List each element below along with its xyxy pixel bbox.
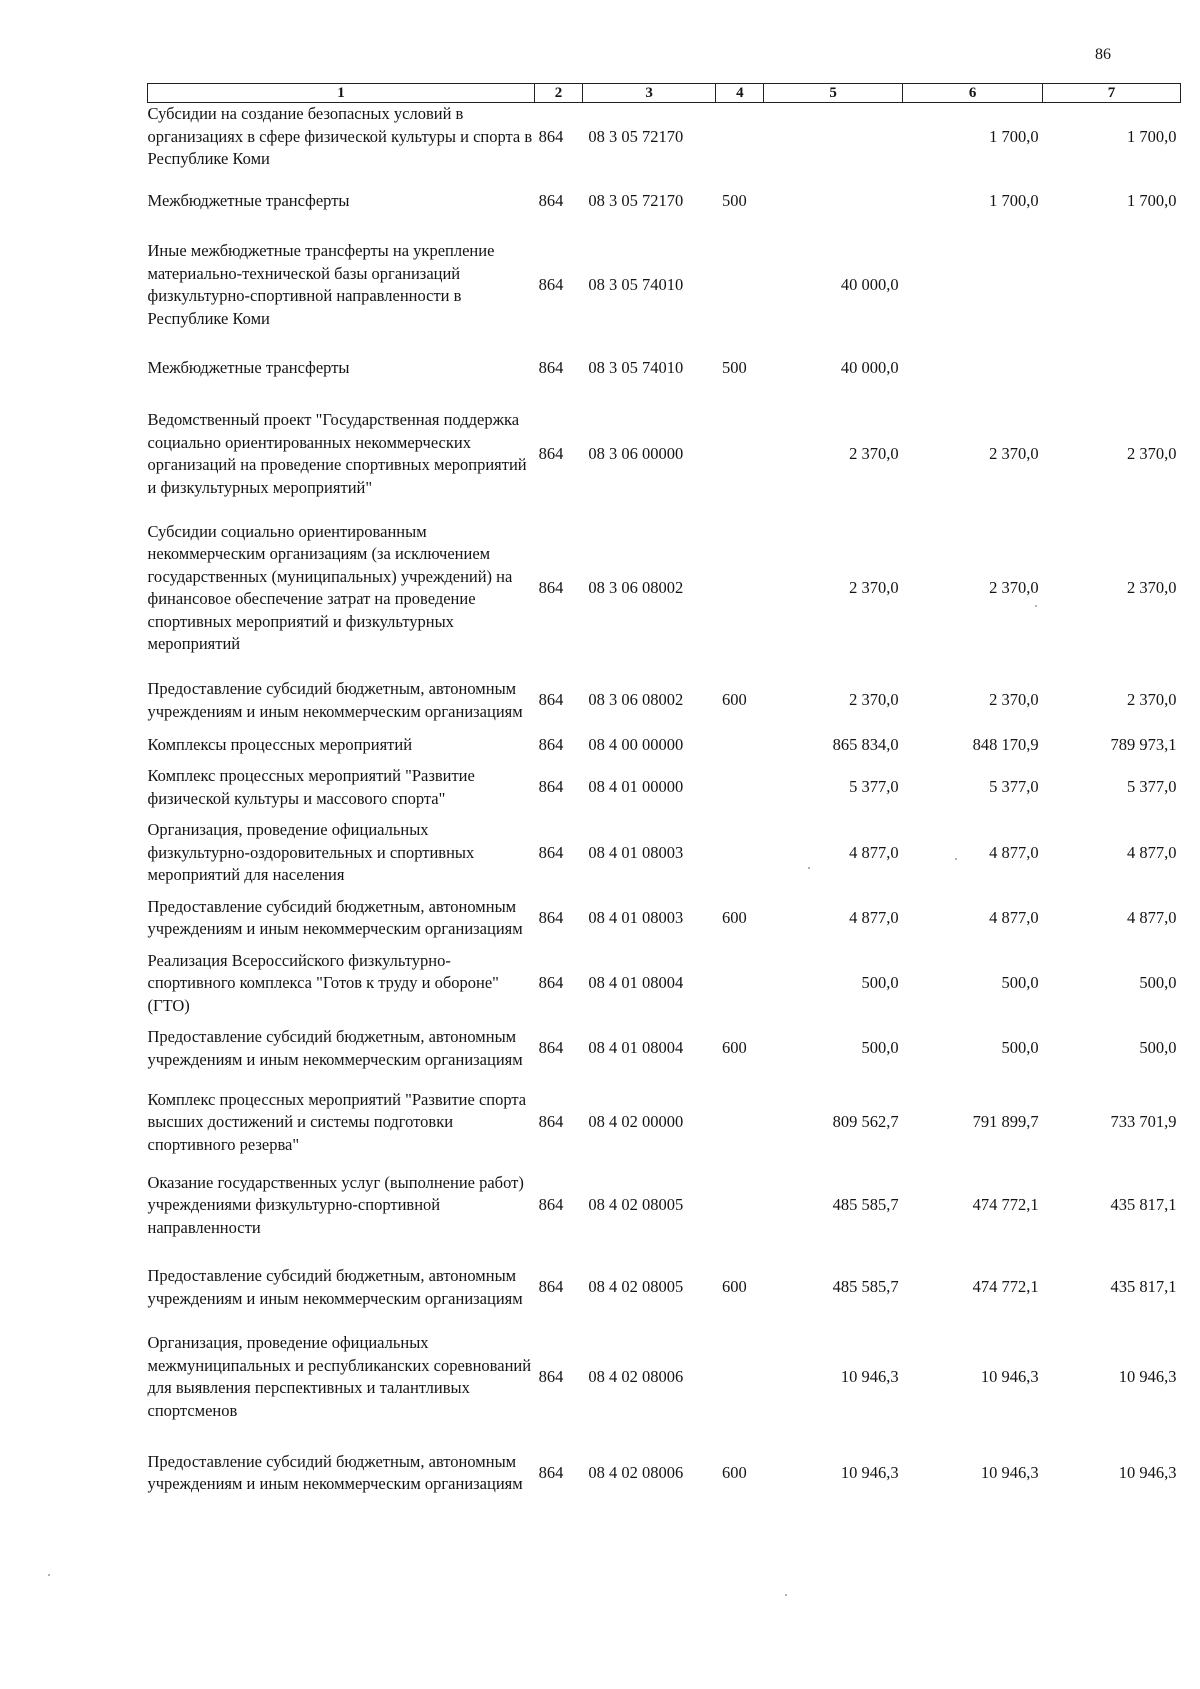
- row-value-col5: 2 370,0: [849, 443, 899, 463]
- row-value-col6: 2 370,0: [989, 690, 1039, 710]
- column-header: 6: [903, 84, 1043, 103]
- budget-table: [147, 83, 1181, 1521]
- row-value-col5: 809 562,7: [832, 1112, 899, 1132]
- row-value-col6: 791 899,7: [972, 1112, 1039, 1132]
- row-name: Комплексы процессных мероприятий: [147, 734, 413, 754]
- row-code: 864: [538, 973, 564, 992]
- row-target-code: 08 4 02 00000: [588, 1112, 684, 1132]
- row-value-col6: 5 377,0: [989, 777, 1039, 797]
- row-value-col5: 485 585,7: [832, 1277, 899, 1297]
- row-expense-type: [716, 400, 764, 509]
- row-target-code: 08 3 05 74010: [588, 358, 684, 378]
- row-expense-type: [716, 233, 764, 338]
- row-value-col6: 500,0: [1001, 973, 1039, 992]
- row-value-col7: 500,0: [1139, 973, 1177, 992]
- column-header: 3: [582, 84, 716, 103]
- table-row: [148, 171, 1181, 233]
- table-row: [148, 103, 1181, 171]
- row-value-col7: 435 817,1: [1110, 1195, 1177, 1215]
- table-row: [148, 950, 1181, 1018]
- row-value-col5: 2 370,0: [849, 690, 899, 710]
- row-value-col5: 485 585,7: [832, 1195, 899, 1215]
- row-name: Иные межбюджетные трансферты на укрепление материально-технической базы организаций физкультурно-спортивной направленности в Республике Коми: [147, 241, 495, 328]
- table-row: [148, 756, 1181, 819]
- table-row: [148, 233, 1181, 338]
- row-value-col7: 435 817,1: [1110, 1277, 1177, 1297]
- row-expense-type: 600: [721, 1038, 747, 1058]
- row-value-col7: 733 701,9: [1110, 1112, 1177, 1132]
- row-target-code: 08 4 00 00000: [588, 734, 684, 754]
- row-target-code: 08 4 01 08004: [588, 1038, 684, 1058]
- row-name: Предоставление субсидий бюджетным, автономным учреждениям и иным некоммерческим организациям: [147, 896, 523, 938]
- row-value-col6: 4 877,0: [989, 842, 1039, 862]
- row-code: 864: [538, 577, 564, 597]
- row-name: Субсидии социально ориентированным некоммерческим организациям (за исключением государственных (муниципальных) учреждений) на финансовое обеспечение затрат на проведение спортивных мероприятий и физкультурных мероприятий: [147, 521, 513, 653]
- row-code: 864: [538, 1462, 564, 1482]
- row-code: 864: [538, 907, 564, 927]
- page-number: 86: [1095, 46, 1111, 63]
- column-header: 7: [1043, 84, 1181, 103]
- row-value-col5: 2 370,0: [849, 577, 899, 597]
- row-code: 864: [538, 358, 564, 378]
- row-code: 864: [538, 1277, 564, 1297]
- row-target-code: 08 4 02 08006: [588, 1462, 684, 1482]
- table-row: [148, 1165, 1181, 1246]
- row-code: 864: [538, 842, 564, 862]
- row-value-col7: 4 877,0: [1127, 842, 1177, 862]
- row-value-col7: [1043, 338, 1181, 400]
- row-expense-type: [716, 734, 764, 757]
- row-code: 864: [538, 777, 564, 797]
- row-target-code: 08 3 06 08002: [588, 690, 684, 710]
- row-value-col6: 848 170,9: [972, 734, 1039, 754]
- row-value-col7: 1 700,0: [1127, 126, 1177, 146]
- row-target-code: 08 4 01 08003: [588, 907, 684, 927]
- row-expense-type: [716, 1080, 764, 1165]
- row-value-col7: 2 370,0: [1127, 443, 1177, 463]
- row-value-col6: 1 700,0: [989, 191, 1039, 211]
- row-code: 864: [538, 734, 564, 754]
- row-target-code: 08 3 06 08002: [588, 577, 684, 597]
- row-value-col5: 40 000,0: [840, 274, 899, 294]
- row-expense-type: [716, 509, 764, 668]
- row-expense-type: 600: [721, 1462, 747, 1482]
- table-row: [148, 1246, 1181, 1329]
- row-value-col7: 2 370,0: [1127, 690, 1177, 710]
- row-value-col5: 500,0: [861, 973, 899, 992]
- row-value-col6: 4 877,0: [989, 907, 1039, 927]
- row-value-col7: 10 946,3: [1118, 1462, 1177, 1482]
- row-code: 864: [538, 1038, 564, 1058]
- row-target-code: 08 3 06 00000: [588, 443, 684, 463]
- table-row: [148, 1425, 1181, 1521]
- row-code: 864: [538, 274, 564, 294]
- row-value-col5: 5 377,0: [849, 777, 899, 797]
- row-value-col6: 10 946,3: [980, 1366, 1039, 1386]
- row-target-code: 08 3 05 72170: [588, 191, 684, 211]
- row-value-col5: 4 877,0: [849, 842, 899, 862]
- row-value-col6: [903, 233, 1043, 338]
- row-code: 864: [538, 126, 564, 146]
- row-value-col7: 2 370,0: [1127, 577, 1177, 597]
- row-name: Предоставление субсидий бюджетным, автономным учреждениям и иным некоммерческим организациям: [147, 679, 523, 721]
- row-target-code: 08 4 02 08005: [588, 1277, 684, 1297]
- row-target-code: 08 4 01 00000: [588, 777, 684, 797]
- table-row: [148, 400, 1181, 509]
- table-row: [148, 734, 1181, 757]
- row-target-code: 08 4 01 08004: [588, 973, 684, 992]
- row-name: Субсидии на создание безопасных условий в организациях в сфере физической культуры и спорта в Республике Коми: [147, 104, 533, 168]
- row-value-col7: 4 877,0: [1127, 907, 1177, 927]
- column-header: 4: [716, 84, 764, 103]
- row-expense-type: [716, 950, 764, 1018]
- row-name: Предоставление субсидий бюджетным, автономным учреждениям и иным некоммерческим организациям: [147, 1266, 523, 1308]
- row-value-col7: 500,0: [1139, 1038, 1177, 1058]
- row-expense-type: [716, 103, 764, 171]
- table-row: [148, 338, 1181, 400]
- row-value-col6: 474 772,1: [972, 1195, 1039, 1215]
- row-expense-type: [716, 756, 764, 819]
- table-row: [148, 887, 1181, 950]
- row-target-code: 08 4 02 08005: [588, 1195, 684, 1215]
- column-header: 5: [764, 84, 903, 103]
- row-name: Организация, проведение официальных физкультурно-оздоровительных и спортивных мероприятий для населения: [147, 820, 475, 884]
- row-name: Реализация Всероссийского физкультурно-спортивного комплекса "Готов к труду и обороне" (ГТО): [147, 950, 499, 1015]
- row-expense-type: [716, 1329, 764, 1425]
- row-value-col5: 40 000,0: [840, 358, 899, 378]
- row-code: 864: [538, 1366, 564, 1386]
- column-header-row: [148, 84, 1181, 103]
- row-value-col5: [764, 103, 903, 171]
- table-row: [148, 1017, 1181, 1080]
- table-row: [148, 668, 1181, 734]
- row-value-col5: 10 946,3: [840, 1366, 899, 1386]
- row-code: 864: [538, 690, 564, 710]
- row-value-col6: 500,0: [1001, 1038, 1039, 1058]
- row-expense-type: 500: [721, 191, 747, 211]
- row-value-col5: 10 946,3: [840, 1462, 899, 1482]
- row-expense-type: 500: [721, 358, 747, 378]
- row-value-col5: 865 834,0: [832, 734, 899, 754]
- row-value-col7: 10 946,3: [1118, 1366, 1177, 1386]
- row-value-col7: 5 377,0: [1127, 777, 1177, 797]
- row-name: Предоставление субсидий бюджетным, автономным учреждениям и иным некоммерческим организациям: [147, 1027, 523, 1069]
- column-header: 1: [148, 84, 535, 103]
- row-name: Оказание государственных услуг (выполнение работ) учреждениями физкультурно-спортивной направленности: [147, 1172, 524, 1237]
- row-target-code: 08 4 02 08006: [588, 1366, 684, 1386]
- row-code: 864: [538, 191, 564, 211]
- row-name: Комплекс процессных мероприятий "Развитие физической культуры и массового спорта": [147, 766, 475, 808]
- row-name: Межбюджетные трансферты: [147, 358, 350, 378]
- row-name: Комплекс процессных мероприятий "Развитие спорта высших достижений и системы подготовки спортивного резерва": [147, 1089, 527, 1154]
- row-expense-type: 600: [721, 907, 747, 927]
- row-value-col5: 4 877,0: [849, 907, 899, 927]
- row-value-col6: 10 946,3: [980, 1462, 1039, 1482]
- row-name: Ведомственный проект "Государственная поддержка социально ориентированных некоммерческих организаций на проведение спортивных мероприятий и физкультурных мероприятий": [147, 410, 527, 497]
- row-value-col7: 1 700,0: [1127, 191, 1177, 211]
- row-expense-type: 600: [721, 690, 747, 710]
- row-expense-type: 600: [721, 1277, 747, 1297]
- row-code: 864: [538, 443, 564, 463]
- row-expense-type: [716, 819, 764, 887]
- table-row: [148, 1080, 1181, 1165]
- column-header: 2: [535, 84, 583, 103]
- row-code: 864: [538, 1112, 564, 1132]
- row-name: Предоставление субсидий бюджетным, автономным учреждениям и иным некоммерческим организациям: [147, 1451, 523, 1493]
- row-expense-type: [716, 1165, 764, 1246]
- row-value-col6: 474 772,1: [972, 1277, 1039, 1297]
- row-value-col6: 2 370,0: [989, 443, 1039, 463]
- row-value-col5: 500,0: [861, 1038, 899, 1058]
- row-name: Межбюджетные трансферты: [147, 191, 350, 211]
- row-target-code: 08 4 01 08003: [588, 842, 684, 862]
- row-value-col5: [764, 171, 903, 233]
- row-value-col6: [903, 338, 1043, 400]
- row-name: Организация, проведение официальных межмуниципальных и республиканских соревнований для выявления перспективных и талантливых спортсменов: [147, 1333, 532, 1420]
- table-row: [148, 819, 1181, 887]
- row-code: 864: [538, 1195, 564, 1215]
- row-value-col7: 789 973,1: [1110, 734, 1177, 754]
- row-value-col6: 2 370,0: [989, 577, 1039, 597]
- table-row: [148, 1329, 1181, 1425]
- row-target-code: 08 3 05 72170: [588, 126, 684, 146]
- table-row: [148, 509, 1181, 668]
- row-target-code: 08 3 05 74010: [588, 274, 684, 294]
- row-value-col7: [1043, 233, 1181, 338]
- row-value-col6: 1 700,0: [989, 126, 1039, 146]
